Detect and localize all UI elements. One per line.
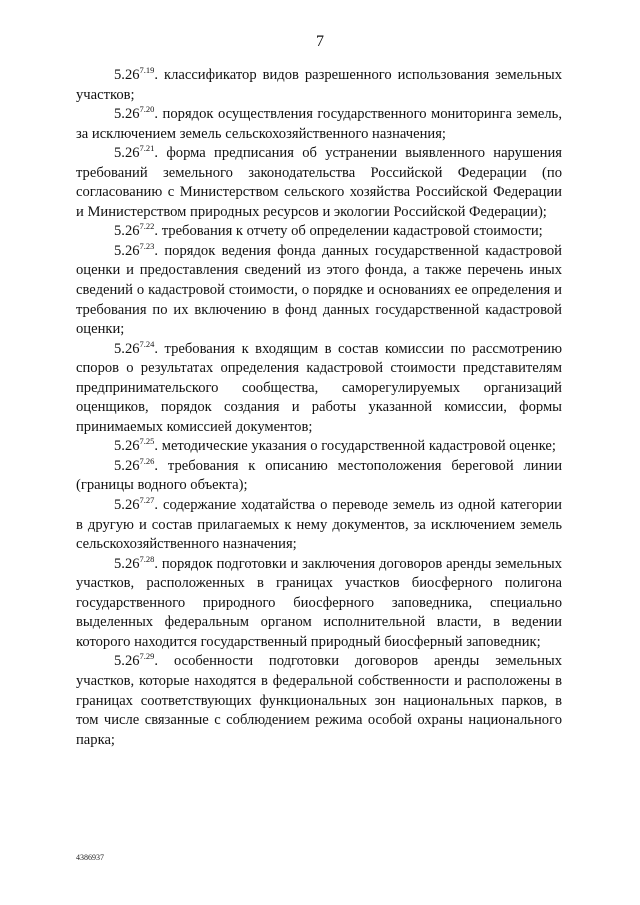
- clause-text: . форма предписания об устранении выявленного нарушения требований земельного законодательства Российской Федерации (по согласованию с Министерством сельского хозяйства Российской Федерации и Министерством природных ресурсов и экологии Российской Федерации);: [76, 145, 562, 220]
- clause-list: [76, 66, 562, 750]
- clause-number: $5.26^{7.26}$: [114, 455, 155, 474]
- clause-number: $5.26^{7.25}$: [114, 436, 155, 455]
- document-code: 4386937: [76, 853, 104, 862]
- clause-text: . классификатор видов разрешенного использования земельных участков;: [76, 67, 562, 103]
- clause-superscript: 7.23: [139, 240, 155, 251]
- clause-superscript: 7.28: [139, 553, 155, 564]
- clause-item: [76, 437, 562, 457]
- clause-text: . особенности подготовки договоров аренды земельных участков, которые находятся в федеральной собственности и расположены в границах соответствующих функциональных зон национальных парков, в том числе связанные с соблюдением режима особой охраны национального парка;: [76, 653, 562, 748]
- clause-text: . порядок осуществления государственного мониторинга земель, за исключением земель сельскохозяйственного назначения;: [76, 106, 562, 142]
- clause-superscript: 7.24: [139, 338, 155, 349]
- clause-text: . требования к входящим в состав комиссии по рассмотрению споров о результатах определения кадастровой стоимости представителям предпринимательского сообщества, саморегулируемых организаций оценщиков, порядок создания и работы указанной комиссии, формы принимаемых комиссией документов;: [76, 340, 562, 435]
- clause-item: [76, 340, 562, 438]
- clause-superscript: 7.20: [139, 104, 155, 115]
- clause-superscript: 7.26: [139, 455, 155, 466]
- clause-item: [76, 496, 562, 555]
- clause-item: [76, 144, 562, 222]
- clause-number: $5.26^{7.28}$: [114, 553, 155, 572]
- clause-text: . порядок ведения фонда данных государственной кадастровой оценки и предоставления сведений из этого фонда, а также перечень иных сведений о кадастровой стоимости, о порядке и основаниях ее определения и требования по их включению в фонд данных государственной кадастровой оценки;: [76, 242, 562, 338]
- clause-superscript: 7.25: [139, 436, 155, 447]
- clause-text: . методические указания о государственной кадастровой оценке;: [154, 438, 556, 455]
- clause-number: $5.26^{7.27}$: [114, 495, 155, 514]
- clause-text: . порядок подготовки и заключения договоров аренды земельных участков, расположенных в границах участков биосферного полигона государственного природного биосферного заповедника, специально выделенных федеральным органом исполнительной власти, в ведении которого находится государственный природный биосферный заповедник;: [76, 555, 562, 650]
- clause-superscript: 7.27: [139, 495, 155, 506]
- clause-text: . требования к отчету об определении кадастровой стоимости;: [154, 223, 543, 240]
- clause-number: $5.26^{7.22}$: [114, 221, 155, 240]
- clause-item: [76, 457, 562, 496]
- clause-superscript: 7.21: [139, 143, 155, 154]
- page-number: 7: [316, 33, 324, 50]
- clause-text: . требования к описанию местоположения береговой линии (границы водного объекта);: [76, 457, 562, 494]
- clause-number: $5.26^{7.20}$: [114, 104, 155, 123]
- clause-item: [76, 652, 562, 750]
- clause-item: [76, 555, 562, 653]
- clause-item: [76, 66, 562, 105]
- clause-superscript: 7.22: [139, 221, 155, 232]
- clause-number: $5.26^{7.29}$: [114, 651, 155, 670]
- clause-item: [76, 222, 562, 242]
- clause-item: [76, 242, 562, 340]
- clause-number: $5.26^{7.24}$: [114, 338, 155, 357]
- clause-number: $5.26^{7.19}$: [114, 65, 155, 83]
- clause-number: $5.26^{7.23}$: [114, 240, 155, 259]
- clause-superscript: 7.19: [139, 65, 155, 75]
- clause-number: $5.26^{7.21}$: [114, 143, 155, 162]
- clause-superscript: 7.29: [139, 651, 155, 662]
- clause-text: . содержание ходатайства о переводе земель из одной категории в другую и состав прилагаемых к нему документов, за исключением земель сельскохозяйственного назначения;: [76, 497, 562, 553]
- clause-item: [76, 105, 562, 144]
